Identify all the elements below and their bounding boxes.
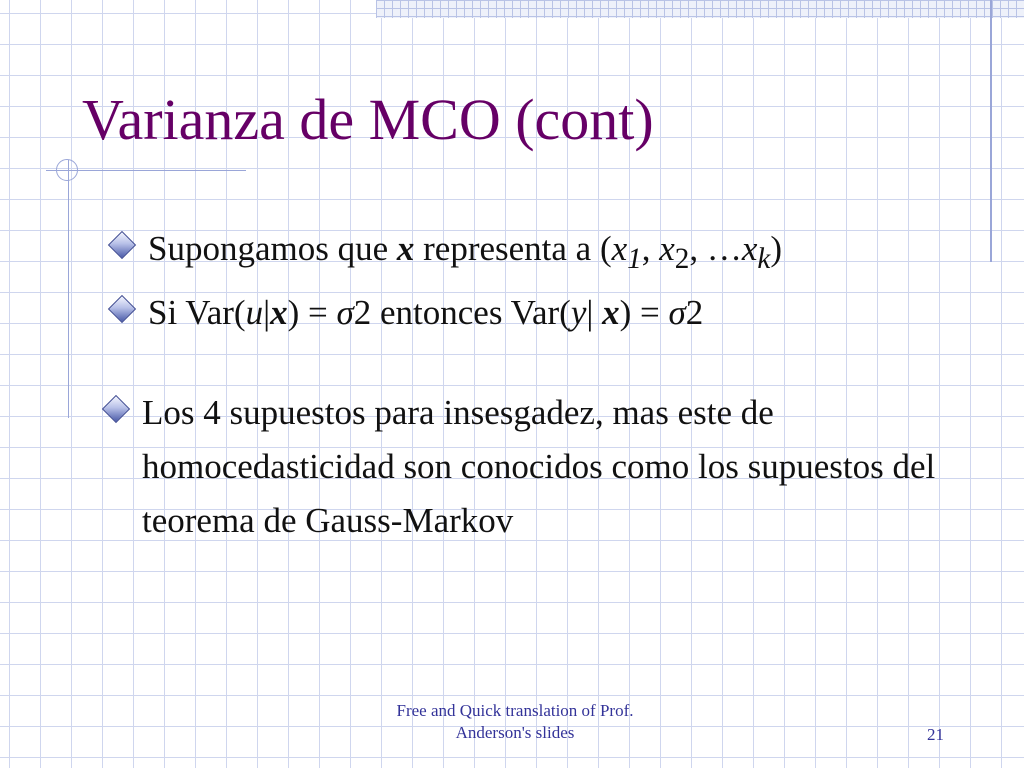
bullet-item: Si Var(u|x) = σ2 entonces Var(y| x) = σ2	[108, 286, 978, 340]
bullet-item: Los 4 supuestos para insesgadez, mas este de homocedasticidad son conocidos como los supuestos del teorema de Gauss-Markov	[108, 386, 972, 548]
decorative-vertical-line	[68, 160, 69, 418]
page-number: 21	[927, 725, 944, 744]
diamond-icon	[108, 231, 136, 259]
diamond-icon	[102, 395, 130, 423]
bullet-list	[108, 222, 978, 548]
footer-note: Free and Quick translation of Prof. Anderson's slides	[396, 701, 634, 742]
decorative-top-band	[376, 0, 1024, 18]
slide-title: Varianza de MCO (cont)	[82, 87, 654, 152]
bullet-item: Supongamos que x representa a ($x_1$, $x_2$, $\dots x_k$)	[108, 222, 978, 286]
diamond-icon	[108, 295, 136, 323]
decorative-circle	[56, 159, 78, 181]
decorative-vertical-line	[990, 0, 992, 262]
